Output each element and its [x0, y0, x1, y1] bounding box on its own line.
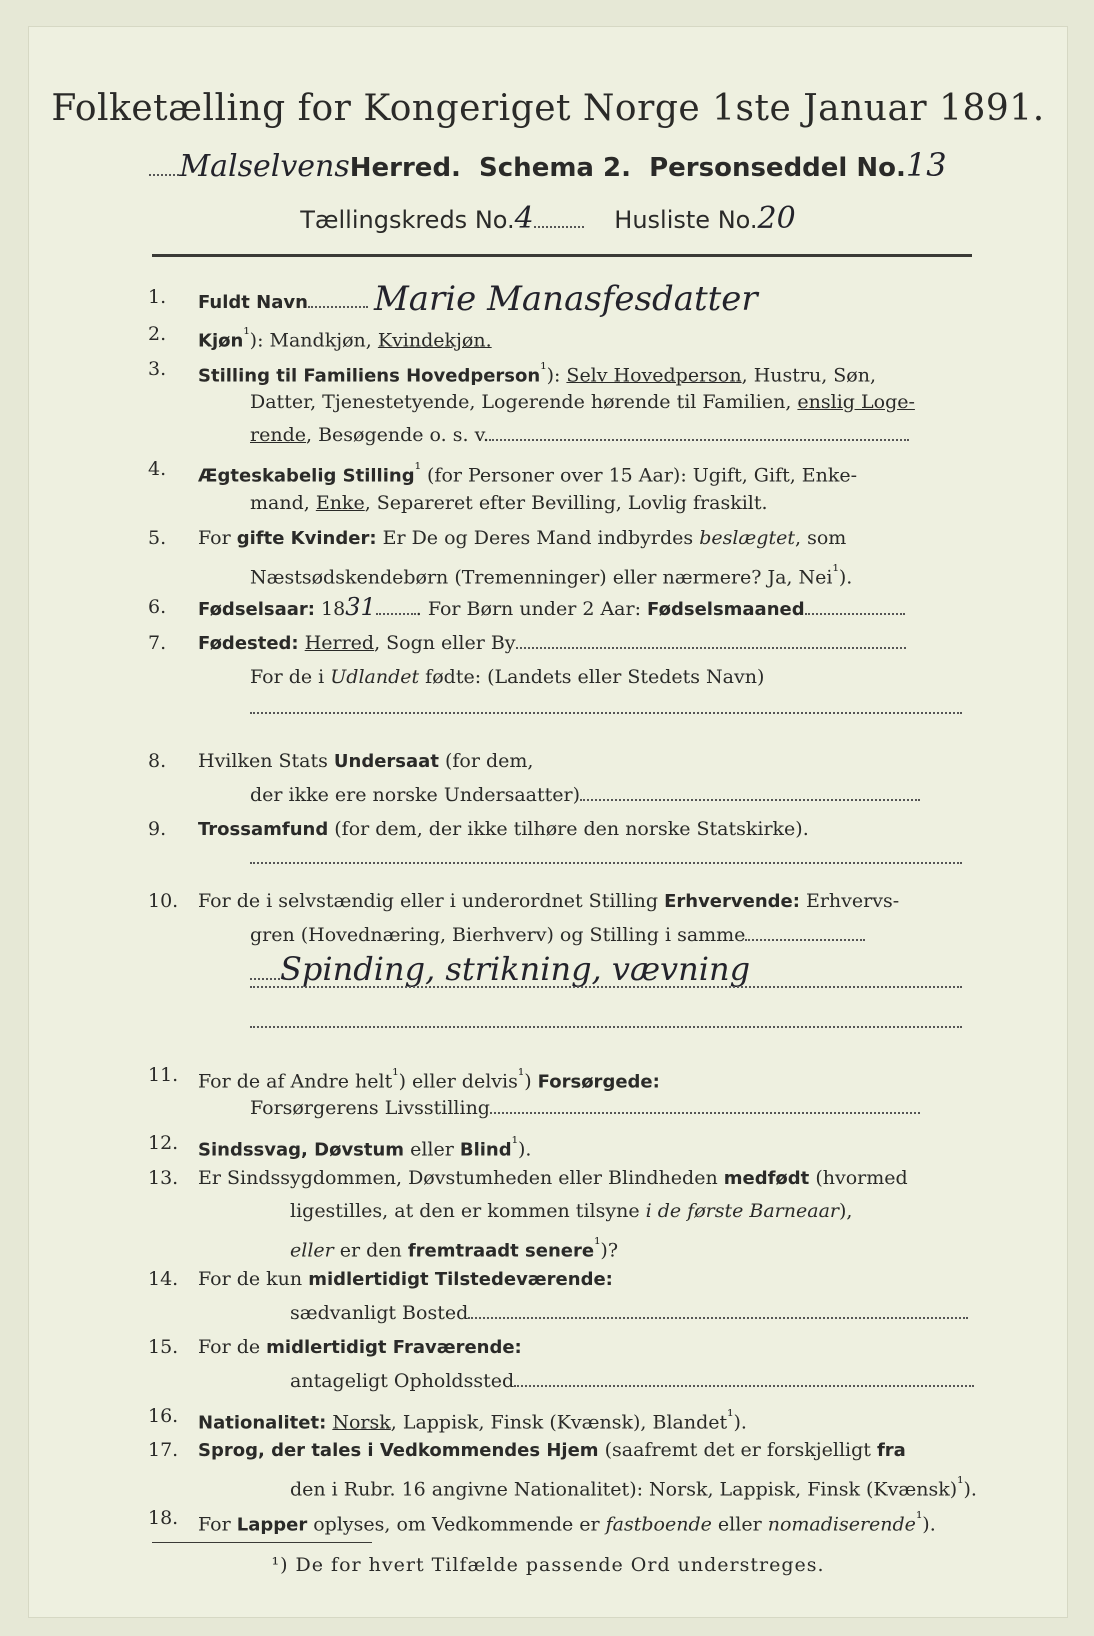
item-text-part: (hvormed [809, 1167, 908, 1189]
item-text [198, 525, 958, 552]
dotted-fill [516, 633, 906, 649]
item-text: Fødselsaar: 1831 . For Børn under 2 Aar: Fødselsmaaned [198, 594, 958, 623]
item-text-part: gren (Hovednæring, Bierhverv) og Stilling i samme [250, 924, 746, 946]
underlined-answer: Kvindekjøn. [377, 329, 492, 352]
item-number: 14. [148, 1268, 179, 1290]
item-text-part: i de første Barneaar [645, 1200, 839, 1222]
item-text-part: den i Rubr. 16 angivne Nationalitet): Norsk, Lappisk, Finsk (Kvænsk) [290, 1478, 958, 1501]
footnote-mark: ¹ [594, 1234, 601, 1253]
item-text-part: , Sogn eller By [374, 632, 516, 654]
item-number: 2. [148, 323, 167, 345]
item-label: Fødselsmaaned [647, 599, 805, 620]
item-text-part: , som [794, 527, 847, 549]
item-text [198, 1130, 958, 1163]
item-text-part: ): [546, 364, 567, 387]
item-text [290, 1368, 958, 1394]
item-text [290, 1198, 958, 1224]
item-text-part: ), [839, 1200, 853, 1222]
item-text-part: fødte: (Landets eller Stedets Navn) [419, 666, 765, 688]
item-text [250, 389, 958, 415]
item-text-part: eller [404, 1138, 460, 1161]
item-text [250, 490, 958, 516]
item-text [198, 279, 958, 319]
item-text-part: eller [711, 1513, 768, 1536]
footnote-mark: ¹ [832, 561, 839, 580]
item-text [250, 1095, 958, 1121]
husliste-value: 20 [757, 201, 796, 236]
footnote-mark: ¹ [414, 459, 421, 478]
item-number: 10. [148, 890, 179, 912]
item-text-part: For Børn under 2 Aar: [421, 598, 648, 620]
item-text [250, 422, 958, 448]
herred-value: Malselvens [179, 149, 350, 184]
item-text-part: mand, [250, 492, 316, 514]
item-text-part: For de i [250, 666, 331, 688]
item-text-part: )? [600, 1239, 619, 1262]
kreds-label: Tællingskreds No. [300, 206, 515, 234]
item-number: 9. [148, 818, 167, 840]
dotted-fill [468, 1303, 968, 1319]
item-text-part: fastboende [605, 1513, 712, 1536]
item-number: 5. [148, 527, 167, 549]
item-label: Kjøn [198, 330, 244, 352]
item-text [198, 816, 958, 843]
item-text-part: ): Mandkjøn, [249, 329, 372, 352]
item-text-part: (for dem, [438, 750, 534, 772]
item-text-part: Er Sindssygdommen, Døvstumheden eller Blindheden [198, 1167, 724, 1189]
underlined-answer: Norsk [332, 1411, 391, 1434]
dotted-fill [514, 1371, 974, 1387]
item-number: 12. [148, 1132, 179, 1154]
item-text-part: Næstsødskendebørn (Tremenninger) eller nærmere? Ja, Nei [250, 566, 833, 589]
full-name-value: Marie Manasfesdatter [373, 279, 758, 319]
item-text [198, 1437, 958, 1464]
dotted-fill [805, 599, 905, 615]
item-text [250, 664, 958, 690]
header-line-herred [28, 146, 1068, 184]
item-text-part: antageligt Opholdssted [290, 1370, 515, 1392]
occupation-value: Spinding, strikning, vævning [280, 950, 751, 988]
item-text: Næstsødskendebørn (Tremenninger) eller nærmere? Ja, Nei$^{^1}$). [250, 561, 853, 589]
item-label: midlertidigt Tilstedeværende: [308, 1269, 613, 1290]
item-text: For Lapper oplyses, om Vedkommende er fastboende eller nomadiserende$^{^1}$). [198, 1508, 936, 1536]
item-label: Lapper [236, 1514, 308, 1536]
item-text: For de af Andre helt$^{^1}$) eller delvis$^{^1}$) Forsørgede: [198, 1065, 660, 1093]
item-label: Stilling til Familiens Hovedperson [198, 365, 541, 387]
item-text [250, 782, 958, 808]
item-text-part: For de i selvstændig eller i underordnet Stilling [198, 890, 665, 912]
item-text-part: Forsørgerens Livsstilling [250, 1097, 490, 1119]
blank-line [250, 986, 962, 988]
item-text [198, 1266, 958, 1293]
dotted-fill [489, 425, 909, 441]
dotted-fill [580, 785, 920, 801]
dotted-fill [490, 1098, 920, 1114]
item-label: fra [876, 1440, 906, 1461]
item-text-part: For [198, 1513, 237, 1536]
item-text-part: , Besøgende o. s. v. [305, 424, 490, 446]
item-label: Blind [459, 1139, 512, 1161]
item-text-part: oplyses, om Vedkommende er [307, 1513, 606, 1536]
item-number: 17. [148, 1439, 179, 1461]
dotted-fill [376, 599, 416, 615]
item-text-part: Erhvervs- [799, 890, 900, 912]
item-number: 15. [148, 1336, 179, 1358]
item-text-part: sædvanligt Bosted [290, 1302, 469, 1324]
item-text [198, 356, 958, 389]
item-text-part: 18 [315, 598, 346, 620]
item-text [290, 1231, 958, 1264]
item-text-part: , Hustru, Søn, [741, 364, 877, 387]
underlined-answer: Selv Hovedperson [566, 364, 742, 387]
item-text-part: der ikke ere norske Undersaatter) [250, 784, 580, 806]
blank-line [250, 712, 962, 714]
item-label: gifte Kvinder: [236, 528, 377, 549]
item-number: 8. [148, 750, 167, 772]
header-line-kreds [28, 201, 1068, 236]
item-number: 1. [148, 286, 167, 308]
item-text [250, 922, 958, 948]
item-label: Ægteskabelig Stilling [198, 465, 415, 487]
footnote-mark: ¹ [540, 359, 547, 378]
item-number: 18. [148, 1507, 179, 1529]
item-label: Sindssvag, Døvstum [198, 1139, 405, 1161]
footnote-mark: ¹ [517, 1065, 525, 1084]
item-text-part: Udlandet [330, 666, 420, 688]
item-text [198, 1334, 958, 1361]
item-label: Erhvervende: [664, 891, 800, 912]
item-number: 16. [148, 1405, 179, 1427]
footnote-mark: ¹ [392, 1065, 399, 1084]
item-text-part: For de [198, 1336, 267, 1358]
item-text-part: , Lappisk, Finsk (Kvænsk), Blandet [390, 1411, 728, 1434]
item-text-part: er den [333, 1239, 408, 1262]
underlined-answer: enslig Loge- [797, 391, 915, 413]
item-number: 7. [148, 632, 167, 654]
header-rule [152, 254, 972, 257]
item-text [198, 1165, 958, 1192]
footnote-mark: ¹ [957, 1473, 964, 1492]
item-text [198, 888, 958, 915]
item-text [198, 630, 958, 657]
item-text-part: ligestilles, at den er kommen tilsyne [290, 1200, 646, 1222]
item-text [198, 748, 958, 775]
footnote-mark: ¹ [727, 1406, 734, 1425]
item-text-part: For de af Andre helt [198, 1070, 393, 1093]
item-label: Fødselsaar: [198, 599, 315, 620]
form-title: Folketælling for Kongeriget Norge 1ste Januar 1891. [51, 88, 1045, 129]
blank-line [250, 862, 962, 864]
item-text [290, 1300, 958, 1326]
item-text-part: Er De og Deres Mand indbyrdes [376, 527, 700, 549]
birth-year-value: 31 [345, 593, 376, 621]
item-number: 6. [148, 596, 167, 618]
item-number: 3. [148, 358, 167, 380]
item-text-part: For [198, 527, 237, 549]
item-label: Undersaat [333, 751, 439, 772]
item-text-part: (saafremt det er forskjelligt [598, 1439, 877, 1461]
item-label: Fuldt Navn [198, 292, 308, 313]
census-form [28, 26, 1068, 1618]
item-text: den i Rubr. 16 angivne Nationalitet): Norsk, Lappisk, Finsk (Kvænsk)$^{^1}$). [290, 1473, 977, 1501]
item-text-part: Hvilken Stats [198, 750, 334, 772]
item-label: Sprog, der tales i Vedkommendes Hjem [198, 1440, 599, 1461]
underlined-answer: rende [250, 424, 306, 446]
husliste-label: Husliste No. [614, 206, 758, 234]
blank-line [250, 1026, 962, 1028]
kreds-value: 4 [514, 201, 534, 236]
item-number: 11. [148, 1064, 179, 1086]
item-text-part: Datter, Tjenestetyende, Logerende hørende til Familien, [250, 391, 798, 413]
item-label: Forsørgede: [537, 1071, 660, 1093]
item-text-part: , Separeret efter Bevilling, Lovlig fraskilt. [364, 492, 768, 514]
item-text-part: ) eller delvis [398, 1070, 518, 1093]
footnote-rule [152, 1542, 372, 1543]
personseddel-value: 13 [905, 146, 947, 184]
item-label: fremtraadt senere [407, 1240, 595, 1262]
item-text-part: For de kun [198, 1268, 309, 1290]
dotted-fill [745, 925, 865, 941]
item-number: 13. [148, 1167, 179, 1189]
herred-label: Herred. [349, 153, 461, 183]
footnote: ¹) De for hvert Tilfælde passende Ord understreges. [271, 1554, 825, 1576]
item-text [198, 321, 958, 354]
item-label: medfødt [723, 1168, 810, 1189]
dotted-fill [149, 160, 179, 176]
underlined-answer: Herred [304, 632, 375, 654]
underlined-answer: Enke [315, 492, 365, 514]
item-text-part: eller [290, 1239, 334, 1262]
item-text: Nationalitet: Norsk, Lappisk, Finsk (Kvænsk), Blandet$^{^1}$). [198, 1406, 747, 1434]
footnote-mark: ¹ [243, 324, 250, 343]
dotted-fill [308, 292, 368, 308]
item-text [198, 456, 958, 489]
personseddel-label: Personseddel No. [649, 153, 906, 183]
item-text-part: ). [518, 1138, 532, 1161]
footnote-mark: ¹ [915, 1508, 923, 1527]
footnote-mark: ¹ [511, 1133, 518, 1152]
item-text-part: beslægtet [699, 527, 795, 549]
dotted-fill [534, 212, 584, 228]
schema-label: Schema 2. [479, 153, 631, 183]
item-text [250, 950, 958, 988]
item-text-part: (for Personer over 15 Aar): Ugift, Gift, Enke- [420, 464, 858, 487]
item-label: Nationalitet: [198, 1412, 327, 1434]
item-label: Trossamfund [198, 819, 329, 840]
item-label: midlertidigt Fraværende: [266, 1337, 522, 1358]
item-text-part: (for dem, der ikke tilhøre den norske Statskirke). [328, 818, 809, 840]
item-10-answer [28, 950, 1068, 996]
item-text-part: nomadiserende [767, 1513, 916, 1536]
dotted-fill [250, 964, 280, 980]
item-number: 4. [148, 458, 167, 480]
item-label: Fødested: [198, 633, 299, 654]
